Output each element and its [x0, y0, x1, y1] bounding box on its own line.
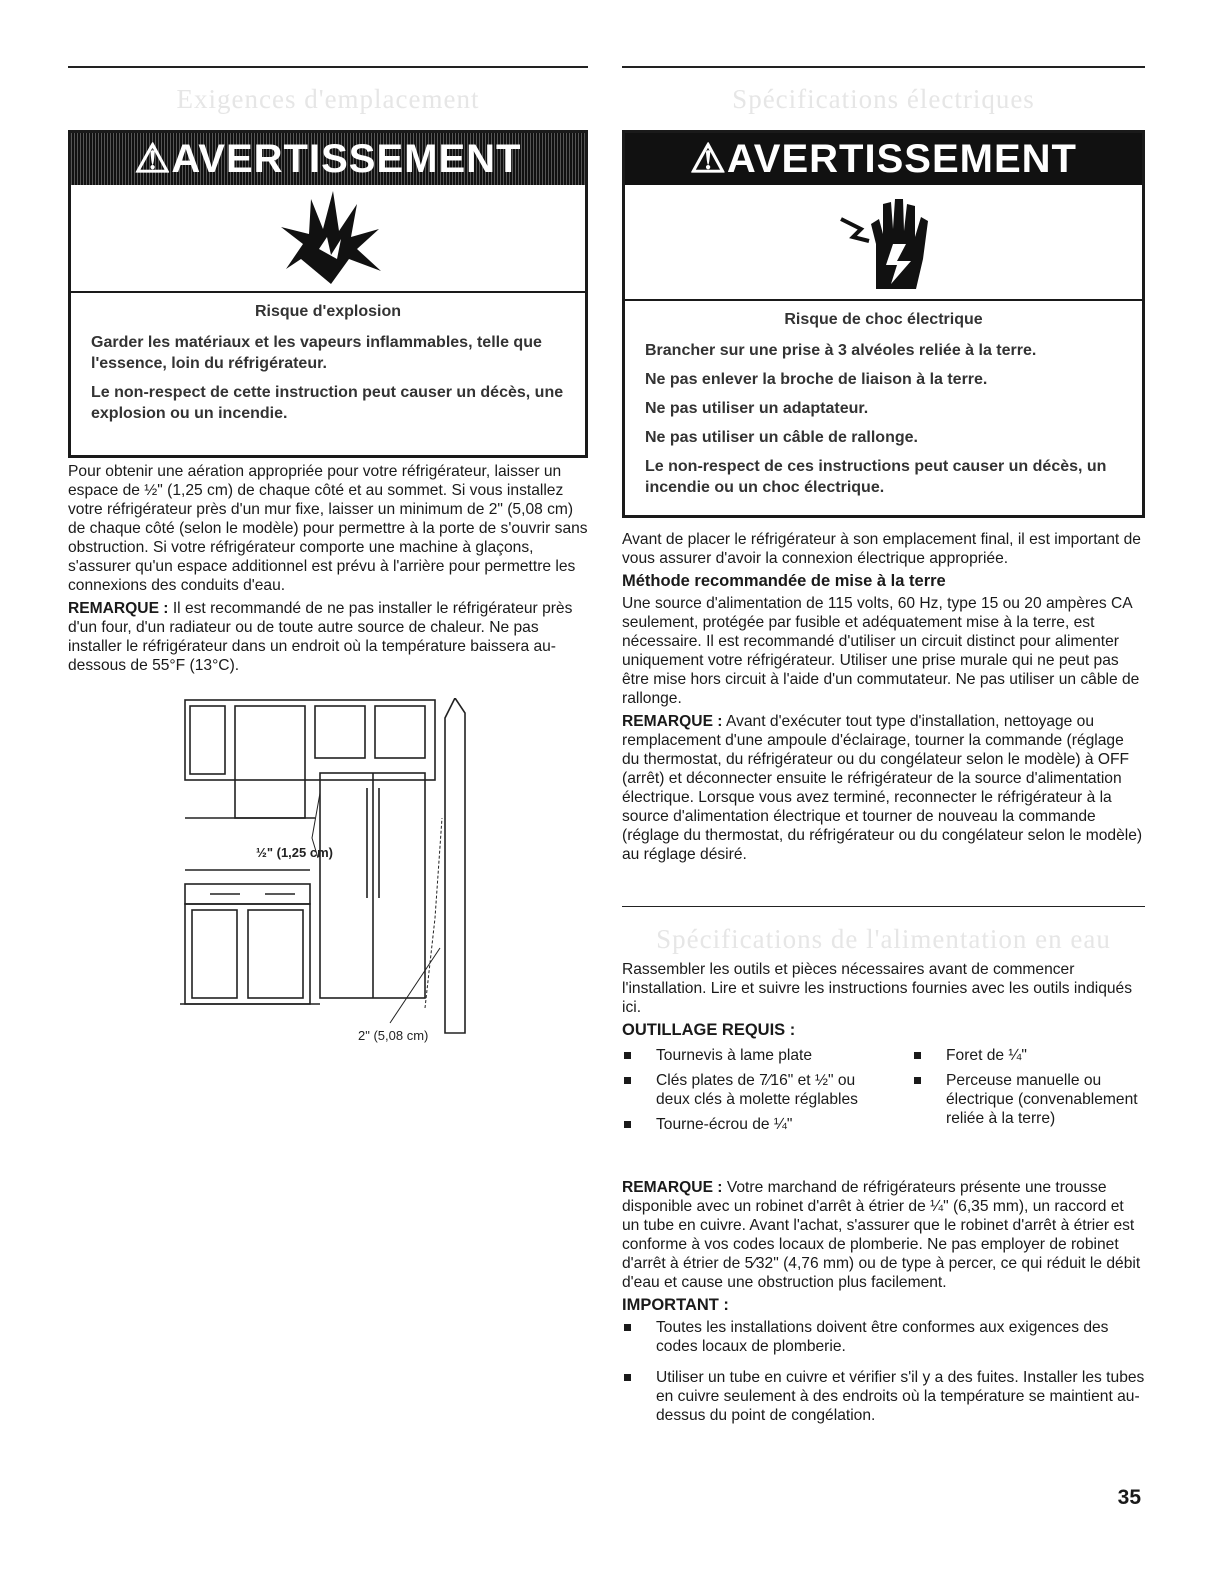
remark-text: Votre marchand de réfrigérateurs présente une trousse disponible avec un robinet d'arrêt à étrier de ¼" (6,35 mm), un raccord et un tube en cuivre. Avant l'achat, s'assurer que le robinet d'arrêt à étrier est conforme à vos codes locaux de plomberie. Ne pas employer de robinet d'arrêt à étrier de 5⁄32" (4,76 mm) ou de type à percer, ce qui réduit le débit d'eau et cause une obstruction plus facilement.: [622, 1179, 1141, 1291]
warning-line: Brancher sur une prise à 3 alvéoles reliée à la terre.: [645, 342, 1037, 359]
remark-text: Avant d'exécuter tout type d'installation, nettoyage ou remplacement d'une ampoule d'éclairage, tourner la commande (réglage du thermostat, du réfrigérateur ou du congélateur selon le modèle) à OFF (arrêt) et déconnecter ensuite le réfrigérateur de la source d'alimentation électrique. Lorsque vous avez terminé, reconnecter le réfrigérateur à la source d'alimentation électrique et tourner de nouveau la commande (réglage du thermostat, du réfrigérateur ou du congélateur selon le modèle) au réglage désiré.: [622, 713, 1143, 863]
subheading-grounding: Méthode recommandée de mise à la terre: [622, 572, 946, 590]
warning-header: ⚠AVERTISSEMENT: [71, 133, 585, 185]
list-item: Toutes les installations doivent être conformes aux exigences des codes locaux de plomberie.: [622, 1318, 1145, 1356]
list-item: Perceuse manuelle ou électrique (convenablement reliée à la terre): [912, 1071, 1145, 1128]
remark-text: Il est recommandé de ne pas installer le réfrigérateur près d'un four, d'un radiateur ou de toute autre source de chaleur. Ne pas installer le réfrigérateur dans un endroit où la température baissera au-dessous de 55°F (13°C).: [68, 600, 573, 674]
important-list: [622, 1318, 1145, 1425]
label-two-inch: 2" (5,08 cm): [358, 1028, 429, 1043]
warning-line: Le non-respect de cette instruction peut causer un décès, une explosion ou un incendie.: [91, 384, 564, 422]
water-text: [622, 960, 1145, 1431]
important-heading: IMPORTANT :: [622, 1296, 729, 1314]
tools-list: [622, 1046, 1145, 1164]
clearance-diagram: [180, 698, 480, 1058]
section-rule: [622, 906, 1145, 907]
electrical-text: [622, 530, 1145, 868]
paragraph: Pour obtenir une aération appropriée pour votre réfrigérateur, laisser un espace de ½" (1,25 cm) de chaque côté et au sommet. Si vous installez votre réfrigérateur près d'un mur fixe, laisser un minimum de 2" (5,08 cm) de chaque côté (selon le modèle) pour permettre à la porte de s'ouvrir sans obstruction. Si votre réfrigérateur comporte une machine à glaçons, s'assurer qu'un espace additionnel est prévu à l'arrière pour permettre les connexions des conduits d'eau.: [68, 463, 588, 594]
tools-list-right: [912, 1046, 1145, 1134]
shock-warning-box: [622, 130, 1145, 518]
warning-line: Ne pas utiliser un câble de rallonge.: [645, 429, 918, 446]
warning-body: [625, 301, 1142, 512]
warning-icon-area: [71, 185, 585, 293]
remark-paragraph: [622, 1178, 1145, 1292]
tools-list-left: [622, 1046, 912, 1140]
list-item: Clés plates de 7⁄16" et ½" ou deux clés à molette réglables: [622, 1071, 912, 1109]
tools-heading: OUTILLAGE REQUIS :: [622, 1021, 796, 1039]
list-item: Utiliser un tube en cuivre et vérifier s'il y a des fuites. Installer les tubes en cuivre seulement à des endroits où la température se maintient au-dessus du point de congélation.: [622, 1368, 1145, 1425]
remark-label: REMARQUE :: [68, 600, 169, 617]
warning-header: ⚠AVERTISSEMENT: [625, 133, 1142, 185]
section-title-water: Spécifications de l'alimentation en eau: [656, 924, 1111, 954]
warning-risk: Risque d'explosion: [254, 303, 402, 320]
label-half-inch: ½" (1,25 cm): [256, 845, 333, 860]
list-item: Tourne-écrou de ¼": [622, 1115, 912, 1134]
section-title-location: Exigences d'emplacement: [176, 84, 480, 114]
warning-body: [71, 293, 585, 438]
top-rule: [622, 66, 1145, 68]
explosion-icon: [271, 189, 391, 289]
warning-line: Le non-respect de ces instructions peut causer un décès, un incendie ou un choc électrique.: [645, 458, 1107, 496]
remark-label: REMARQUE :: [622, 1179, 723, 1196]
top-rule: [68, 66, 588, 68]
explosion-warning-box: [68, 130, 588, 458]
list-item: Tournevis à lame plate: [622, 1046, 912, 1065]
warning-line: Ne pas enlever la broche de liaison à la terre.: [645, 371, 988, 388]
paragraph: Une source d'alimentation de 115 volts, 60 Hz, type 15 ou 20 ampères CA seulement, protégée par fusible et adéquatement mise à la terre, est nécessaire. Il est recommandé d'utiliser un circuit distinct pour alimenter uniquement votre réfrigérateur. Utiliser une prise murale qui ne peut pas être mise hors circuit à l'aide d'un commutateur. Ne pas utiliser un câble de rallonge.: [622, 595, 1140, 707]
remark-paragraph: [68, 599, 588, 675]
warning-line: Ne pas utiliser un adaptateur.: [645, 400, 869, 417]
warning-line: Garder les matériaux et les vapeurs inflammables, telle que l'essence, loin du réfrigérateur.: [91, 334, 542, 372]
location-text: [68, 462, 588, 679]
warning-risk: Risque de choc électrique: [784, 311, 983, 328]
remark-paragraph: [622, 712, 1145, 864]
paragraph: Rassembler les outils et pièces nécessaires avant de commencer l'installation. Lire et suivre les instructions fournies avec les outils indiqués ici.: [622, 961, 1133, 1016]
section-title-electrical: Spécifications électriques: [732, 84, 1035, 114]
paragraph: Avant de placer le réfrigérateur à son emplacement final, il est important de vous assurer d'avoir la connexion électrique appropriée.: [622, 531, 1141, 567]
page-number: 35: [1117, 1486, 1141, 1509]
warning-icon-area: [625, 185, 1142, 301]
remark-label: REMARQUE :: [622, 713, 723, 730]
list-item: Foret de ¼": [912, 1046, 1145, 1065]
electric-shock-icon: [831, 189, 941, 294]
